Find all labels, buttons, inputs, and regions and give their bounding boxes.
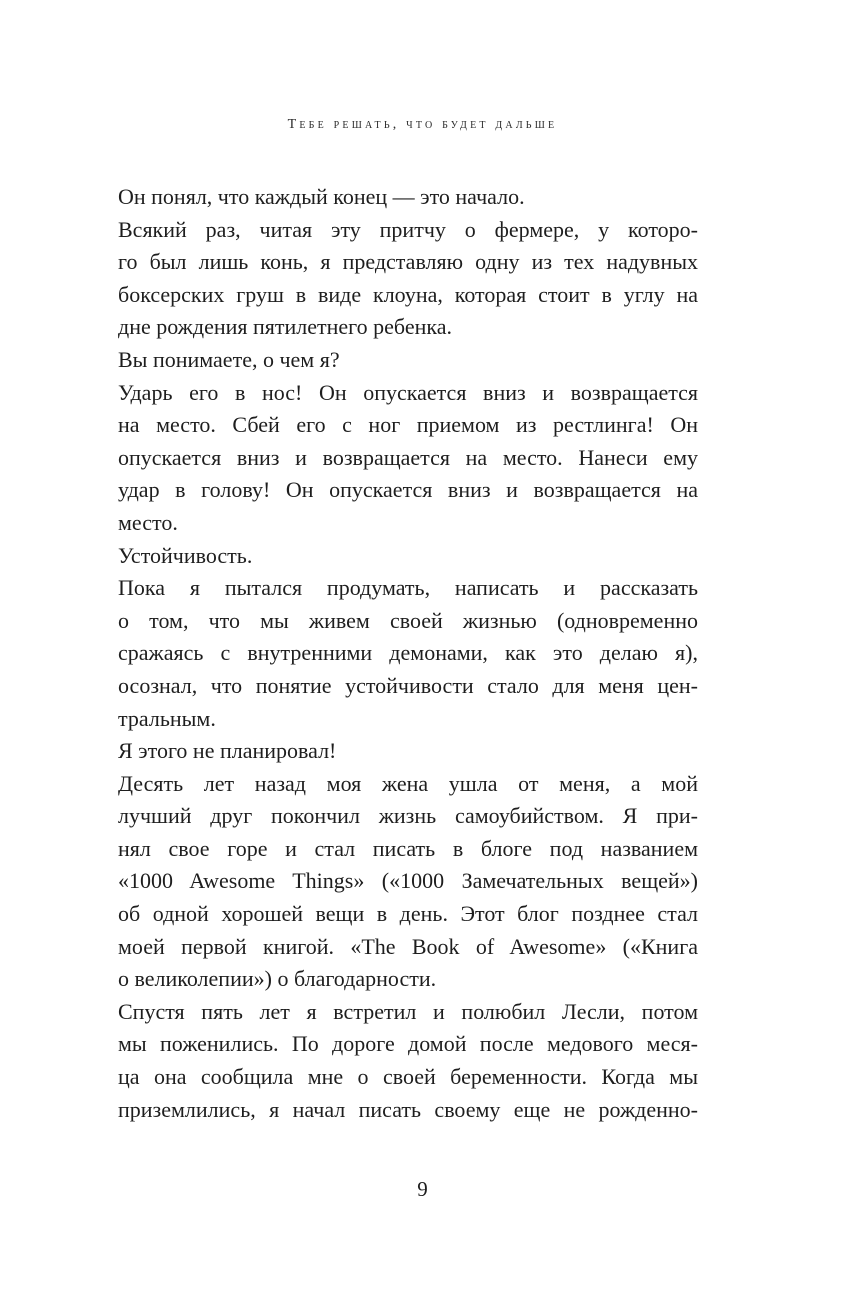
text-line: Пока я пытался продумать, написать и рассказать: [118, 575, 698, 601]
text-line: лучший друг покончил жизнь самоубийством. Я при-: [118, 803, 698, 829]
text-line: Я этого не планировал!: [118, 738, 337, 764]
text-line: удар в голову! Он опускается вниз и возвращается на: [118, 477, 698, 503]
text-line: Вы понимаете, о чем я?: [118, 346, 340, 372]
running-head: Тебе решать, что будет дальше: [287, 117, 558, 132]
text-line: Десять лет назад моя жена ушла от меня, а мой: [118, 770, 698, 796]
text-line: осознал, что понятие устойчивости стало для меня цен-: [118, 672, 698, 698]
text-line: тральным.: [118, 705, 216, 731]
text-line: приземлились, я начал писать своему еще не рожденно-: [118, 1096, 698, 1122]
text-line: моей первой книгой. «The Book of Awesome» («Книга: [118, 933, 698, 959]
text-line: опускается вниз и возвращается на место. Нанеси ему: [118, 444, 698, 470]
text-line: об одной хорошей вещи в день. Этот блог позднее стал: [118, 901, 698, 927]
text-line: го был лишь конь, я представляю одну из тех надувных: [118, 249, 698, 275]
text-line: Всякий раз, читая эту притчу о фермере, у которо-: [118, 216, 698, 242]
text-line: о том, что мы живем своей жизнью (одновременно: [118, 607, 698, 633]
text-line: дне рождения пятилетнего ребенка.: [118, 314, 452, 340]
text-line: ца она сообщила мне о своей беременности. Когда мы: [118, 1064, 698, 1090]
text-line: мы поженились. По дороге домой после медового меся-: [118, 1031, 698, 1057]
text-line: Ударь его в нос! Он опускается вниз и возвращается: [118, 379, 698, 405]
text-line: «1000 Awesome Things» («1000 Замечательных вещей»): [118, 868, 698, 894]
text-line: сражаясь с внутренними демонами, как это делаю я),: [118, 640, 698, 666]
text-line: Устойчивость.: [118, 542, 253, 568]
page-number: 9: [417, 1177, 428, 1201]
text-line: нял свое горе и стал писать в блоге под названием: [118, 835, 698, 861]
body-text: [118, 181, 698, 1126]
text-line: Он понял, что каждый конец — это начало.: [118, 184, 525, 209]
text-line: место.: [118, 509, 178, 535]
text-line: на место. Сбей его с ног приемом из рестлинга! Он: [118, 412, 698, 438]
text-line: боксерских груш в виде клоуна, которая стоит в углу на: [118, 281, 698, 307]
text-line: о великолепии») о благодарности.: [118, 966, 437, 992]
text-line: Спустя пять лет я встретил и полюбил Лесли, потом: [118, 998, 698, 1024]
